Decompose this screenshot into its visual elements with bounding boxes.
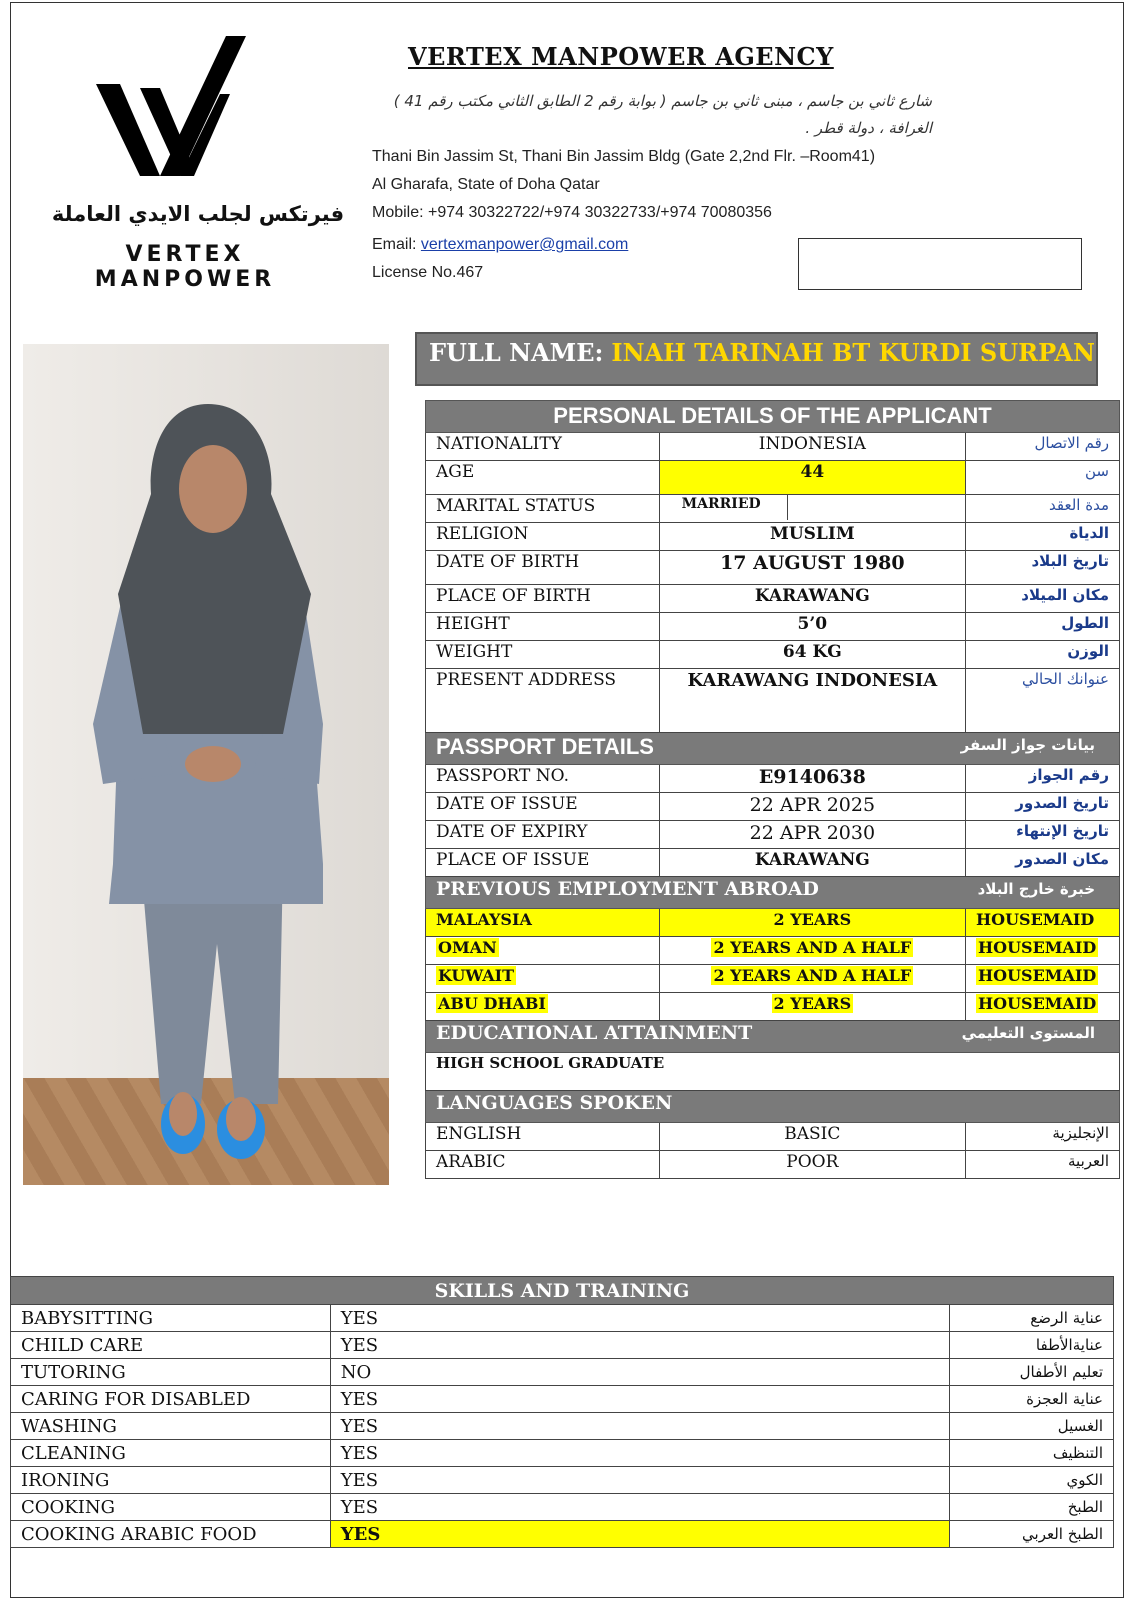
date-of-birth-arabic: تاريخ البلاد	[966, 551, 1120, 585]
marital-status-cell	[659, 495, 965, 523]
skill-name: IRONING	[11, 1467, 331, 1494]
blank-box	[798, 238, 1082, 290]
employment-country: MALAYSIA	[426, 909, 660, 937]
skill-value: YES	[330, 1305, 949, 1332]
date-of-expiry-label: DATE OF EXPIRY	[426, 821, 660, 849]
skill-name: CHILD CARE	[11, 1332, 331, 1359]
address-arabic: شارع ثاني بن جاسم ، مبنى ثاني بن جاسم ( بوابة رقم 2 الطابق الثاني مكتب رقم 41 ) الغرافة ، دولة قطر .	[393, 92, 932, 137]
skill-name: COOKING ARABIC FOOD	[11, 1521, 331, 1548]
language-arabic: الإنجليزية	[966, 1123, 1120, 1151]
place-of-issue-arabic: مكان الصدور	[966, 849, 1120, 877]
date-of-birth-value: 17 AUGUST 1980	[659, 551, 965, 585]
skills-table	[10, 1276, 1114, 1548]
employment-row	[426, 909, 1120, 937]
passport-no-arabic: رقم الجواز	[966, 765, 1120, 793]
height-label: HEIGHT	[426, 613, 660, 641]
skill-row	[11, 1359, 1114, 1386]
skill-row	[11, 1386, 1114, 1413]
skill-arabic: عناية الرضع	[950, 1305, 1114, 1332]
skill-row	[11, 1521, 1114, 1548]
table-row	[426, 849, 1120, 877]
marital-status-arabic: مدة العقد	[966, 495, 1120, 523]
passport-no-value: E9140638	[659, 765, 965, 793]
date-of-expiry-value: 22 APR 2030	[659, 821, 965, 849]
personal-details-title: PERSONAL DETAILS OF THE APPLICANT	[426, 401, 1120, 433]
license-number: License No.467	[372, 264, 484, 281]
age-arabic: سن	[966, 461, 1120, 495]
employment-title: PREVIOUS EMPLOYMENT ABROAD	[436, 878, 819, 900]
religion-label: RELIGION	[426, 523, 660, 551]
table-row	[426, 551, 1120, 585]
age-value: 44	[659, 461, 965, 495]
employment-duration: 2 YEARS AND A HALF	[713, 938, 912, 957]
skill-value: YES	[330, 1494, 949, 1521]
employment-row	[426, 993, 1120, 1021]
table-row	[426, 585, 1120, 613]
table-row	[426, 1123, 1120, 1151]
applicant-photo	[23, 344, 389, 1185]
full-name-value: INAH TARINAH BT KURDI SURPAN	[611, 338, 1095, 367]
nationality-label: NATIONALITY	[426, 433, 660, 461]
table-row	[426, 793, 1120, 821]
education-title-arabic: المستوى التعليمي	[961, 1024, 1095, 1042]
skill-name: COOKING	[11, 1494, 331, 1521]
present-address-label: PRESENT ADDRESS	[426, 669, 660, 733]
vertex-logo-icon	[96, 36, 286, 186]
address-line-1: Thani Bin Jassim St, Thani Bin Jassim Bldg (Gate 2,2nd Flr. –Room41)	[372, 148, 876, 165]
skill-arabic: عناية العجزة	[950, 1386, 1114, 1413]
language-name: ENGLISH	[426, 1123, 660, 1151]
date-of-birth-label: DATE OF BIRTH	[426, 551, 660, 585]
place-of-issue-value: KARAWANG	[659, 849, 965, 877]
skill-value: YES	[330, 1467, 949, 1494]
skill-row	[11, 1305, 1114, 1332]
table-row	[426, 1053, 1120, 1091]
passport-no-label: PASSPORT NO.	[426, 765, 660, 793]
present-address-arabic: عنوانك الحالي	[966, 669, 1120, 733]
place-of-issue-label: PLACE OF ISSUE	[426, 849, 660, 877]
place-of-birth-label: PLACE OF BIRTH	[426, 585, 660, 613]
table-row	[426, 495, 1120, 523]
passport-details-title: PASSPORT DETAILS	[436, 734, 654, 759]
passport-details-title-arabic: بيانات جواز السفر	[960, 736, 1095, 754]
skill-name: WASHING	[11, 1413, 331, 1440]
employment-position: HOUSEMAID	[978, 966, 1097, 985]
skill-value: NO	[330, 1359, 949, 1386]
education-header	[426, 1021, 1120, 1053]
date-of-issue-value: 22 APR 2025	[659, 793, 965, 821]
skill-row	[11, 1413, 1114, 1440]
email-label: Email:	[372, 236, 421, 253]
nationality-value: INDONESIA	[659, 433, 965, 461]
languages-header	[426, 1091, 1120, 1123]
logo-english-text: VERTEX MANPOWER	[94, 242, 276, 292]
table-row	[426, 765, 1120, 793]
employment-header	[426, 877, 1120, 909]
date-of-issue-arabic: تاريخ الصدور	[966, 793, 1120, 821]
employment-position: HOUSEMAID	[978, 938, 1097, 957]
skill-value: YES	[330, 1386, 949, 1413]
email-link[interactable]: vertexmanpower@gmail.com	[420, 236, 629, 253]
skill-row	[11, 1440, 1114, 1467]
skill-row	[11, 1332, 1114, 1359]
employment-row	[426, 965, 1120, 993]
present-address-value: KARAWANG INDONESIA	[659, 669, 965, 733]
language-name: ARABIC	[426, 1151, 660, 1179]
religion-arabic: الدياة	[966, 523, 1120, 551]
passport-details-header	[426, 733, 1120, 765]
personal-details-header	[426, 401, 1120, 433]
language-arabic: العربية	[966, 1151, 1120, 1179]
logo-arabic-text: فيرتكس لجلب الايدي العاملة	[51, 202, 345, 226]
place-of-birth-value: KARAWANG	[659, 585, 965, 613]
nationality-arabic: رقم الاتصال	[966, 433, 1120, 461]
language-level: POOR	[659, 1151, 965, 1179]
place-of-birth-arabic: مكان الميلاد	[966, 585, 1120, 613]
skill-value: YES	[330, 1332, 949, 1359]
agency-title: VERTEX MANPOWER AGENCY	[408, 42, 834, 71]
religion-value: MUSLIM	[659, 523, 965, 551]
table-row	[426, 613, 1120, 641]
age-label: AGE	[426, 461, 660, 495]
skill-arabic: الطبخ العربي	[950, 1521, 1114, 1548]
skills-title: SKILLS AND TRAINING	[11, 1277, 1114, 1305]
employment-position: HOUSEMAID	[978, 994, 1097, 1013]
address-line-2: Al Gharafa, State of Doha Qatar	[372, 176, 600, 193]
height-value: 5’0	[659, 613, 965, 641]
skills-header	[11, 1277, 1114, 1305]
person-figure-icon	[23, 344, 389, 1185]
skill-arabic: الغسيل	[950, 1413, 1114, 1440]
full-name-banner	[415, 332, 1098, 386]
employment-country: OMAN	[438, 938, 497, 957]
employment-row	[426, 937, 1120, 965]
skill-value: YES	[330, 1413, 949, 1440]
language-level: BASIC	[659, 1123, 965, 1151]
skill-name: CLEANING	[11, 1440, 331, 1467]
skill-row	[11, 1494, 1114, 1521]
mobile-numbers: Mobile: +974 30322722/+974 30322733/+974 70080356	[372, 204, 772, 221]
employment-country: KUWAIT	[438, 966, 515, 985]
table-row	[426, 523, 1120, 551]
skill-name: BABYSITTING	[11, 1305, 331, 1332]
skill-value: YES	[330, 1521, 949, 1548]
skill-arabic: الكوي	[950, 1467, 1114, 1494]
education-title: EDUCATIONAL ATTAINMENT	[436, 1022, 753, 1044]
education-value: HIGH SCHOOL GRADUATE	[426, 1053, 1120, 1091]
weight-arabic: الوزن	[966, 641, 1120, 669]
skill-arabic: الطبخ	[950, 1494, 1114, 1521]
skill-name: TUTORING	[11, 1359, 331, 1386]
skill-name: CARING FOR DISABLED	[11, 1386, 331, 1413]
applicant-details-table	[425, 400, 1120, 1179]
email-line	[372, 236, 628, 254]
weight-value: 64 KG	[659, 641, 965, 669]
agency-logo	[30, 30, 345, 292]
weight-label: WEIGHT	[426, 641, 660, 669]
date-of-issue-label: DATE OF ISSUE	[426, 793, 660, 821]
employment-position: HOUSEMAID	[966, 909, 1120, 937]
employment-duration: 2 YEARS AND A HALF	[713, 966, 912, 985]
employment-title-arabic: خبرة خارج البلاد	[977, 880, 1095, 898]
table-row	[426, 641, 1120, 669]
table-row	[426, 433, 1120, 461]
table-row	[426, 669, 1120, 733]
skill-value: YES	[330, 1440, 949, 1467]
table-row	[426, 461, 1120, 495]
employment-country: ABU DHABI	[438, 994, 546, 1013]
languages-title: LANGUAGES SPOKEN	[426, 1091, 1120, 1123]
marital-status-value: MARRIED	[660, 495, 788, 520]
height-arabic: الطول	[966, 613, 1120, 641]
skill-arabic: عنايةالأطفا	[950, 1332, 1114, 1359]
skill-arabic: التنظيف	[950, 1440, 1114, 1467]
table-row	[426, 1151, 1120, 1179]
marital-status-label: MARITAL STATUS	[426, 495, 660, 523]
table-row	[426, 821, 1120, 849]
full-name-label: FULL NAME:	[429, 338, 604, 367]
date-of-expiry-arabic: تاريخ الإنتهاء	[966, 821, 1120, 849]
employment-duration: 2 YEARS	[659, 909, 965, 937]
skill-row	[11, 1467, 1114, 1494]
skill-arabic: تعليم الأطفال	[950, 1359, 1114, 1386]
employment-duration: 2 YEARS	[773, 994, 852, 1013]
